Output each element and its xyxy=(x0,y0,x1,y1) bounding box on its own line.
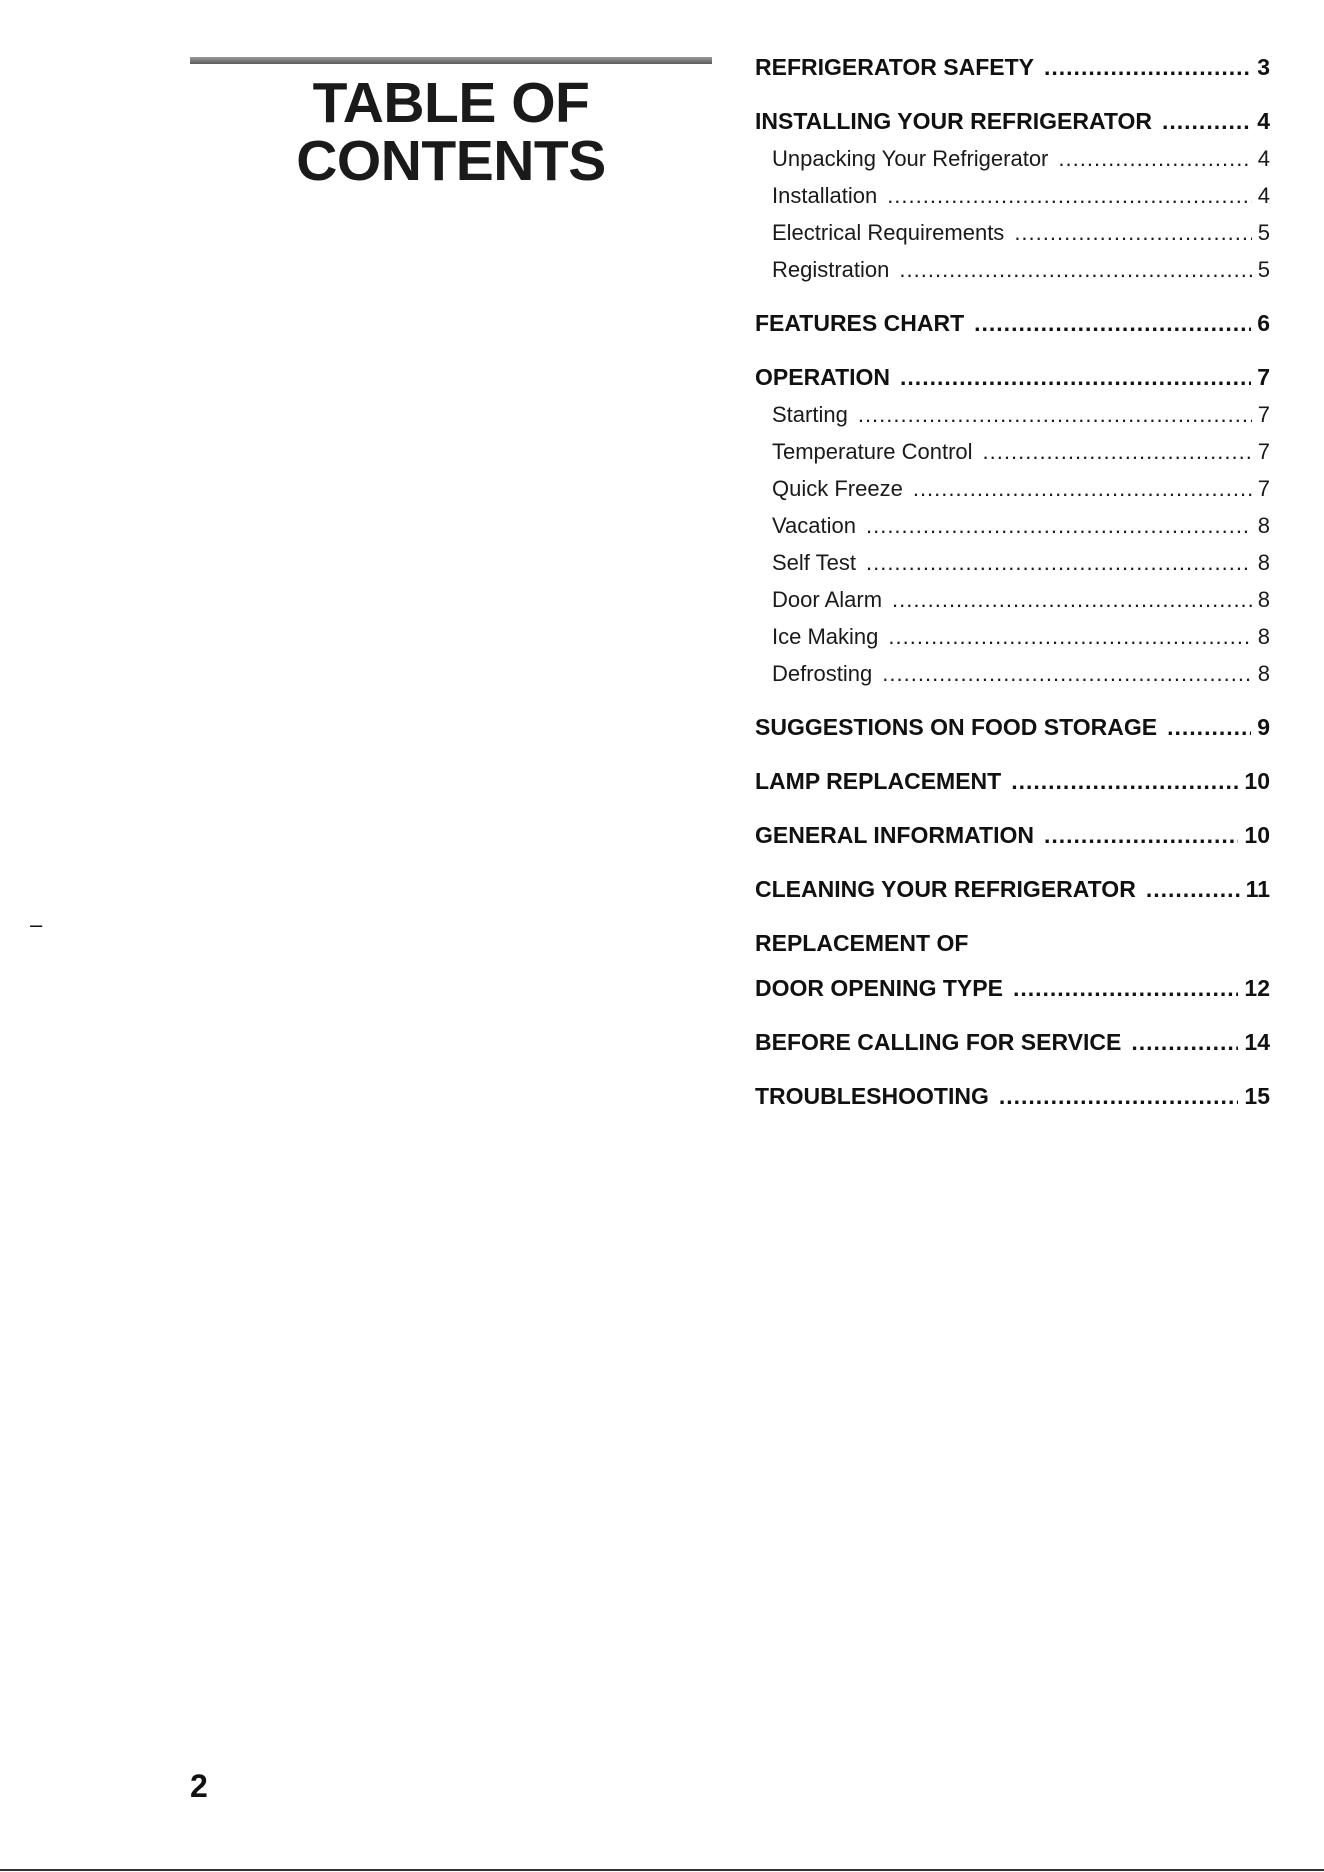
toc-entry-page: 5 xyxy=(1257,220,1270,245)
toc-entry-label: GENERAL INFORMATION xyxy=(755,822,1034,848)
toc-entry-starting[interactable] xyxy=(755,396,1270,433)
table-of-contents xyxy=(755,49,1270,1115)
toc-entry-page: 7 xyxy=(1257,364,1270,390)
toc-entry-label: Ice Making xyxy=(772,624,879,649)
toc-entry-replacement-of[interactable] xyxy=(755,925,1270,962)
toc-entry-self-test[interactable] xyxy=(755,544,1270,581)
toc-entry-page: 14 xyxy=(1244,1029,1270,1055)
toc-entry-page: 8 xyxy=(1257,661,1270,686)
title-rule xyxy=(190,57,712,64)
toc-entry-page: 11 xyxy=(1245,876,1270,902)
toc-leader xyxy=(892,581,1252,618)
toc-leader xyxy=(882,655,1251,692)
page-number: 2 xyxy=(190,1768,208,1804)
toc-entry-label: Starting xyxy=(772,402,848,427)
toc-entry-label: SUGGESTIONS ON FOOD STORAGE xyxy=(755,714,1158,740)
toc-leader xyxy=(913,470,1252,507)
toc-entry-page: 15 xyxy=(1244,1083,1270,1109)
toc-leader xyxy=(1014,214,1251,251)
toc-entry-quick-freeze[interactable] xyxy=(755,470,1270,507)
toc-entry-label: REFRIGERATOR SAFETY xyxy=(755,54,1034,80)
toc-entry-label: FEATURES CHART xyxy=(755,310,965,336)
toc-leader xyxy=(900,359,1251,396)
toc-leader xyxy=(1131,1024,1238,1061)
toc-entry-page: 8 xyxy=(1257,550,1270,575)
toc-leader xyxy=(866,544,1252,581)
toc-entry-defrosting[interactable] xyxy=(755,655,1270,692)
toc-entry-troubleshooting[interactable] xyxy=(755,1078,1270,1115)
toc-entry-label: Door Alarm xyxy=(772,587,883,612)
toc-entry-label: Unpacking Your Refrigerator xyxy=(772,146,1049,171)
toc-entry-label: BEFORE CALLING FOR SERVICE xyxy=(755,1029,1122,1055)
toc-entry-page: 7 xyxy=(1257,476,1270,501)
toc-leader xyxy=(999,1078,1239,1115)
toc-entry-page: 4 xyxy=(1257,183,1270,208)
toc-entry-before-calling[interactable] xyxy=(755,1024,1270,1061)
toc-entry-page: 9 xyxy=(1257,714,1270,740)
toc-entry-page: 3 xyxy=(1257,54,1270,80)
toc-leader xyxy=(887,177,1252,214)
toc-entry-page: 4 xyxy=(1257,108,1270,134)
toc-entry-label: Vacation xyxy=(772,513,856,538)
toc-leader xyxy=(866,507,1252,544)
toc-leader xyxy=(899,251,1251,288)
toc-entry-label: REPLACEMENT OF xyxy=(755,930,969,956)
toc-entry-cleaning[interactable] xyxy=(755,871,1270,908)
toc-entry-label: TROUBLESHOOTING xyxy=(755,1083,989,1109)
toc-leader xyxy=(1058,140,1251,177)
toc-entry-label: CLEANING YOUR REFRIGERATOR xyxy=(755,876,1136,902)
toc-entry-label: DOOR OPENING TYPE xyxy=(755,975,1003,1001)
toc-entry-label: Defrosting xyxy=(772,661,873,686)
toc-leader xyxy=(1013,970,1238,1007)
toc-entry-registration[interactable] xyxy=(755,251,1270,288)
toc-entry-label: INSTALLING YOUR REFRIGERATOR xyxy=(755,108,1152,134)
toc-leader xyxy=(1044,49,1251,86)
toc-entry-unpacking[interactable] xyxy=(755,140,1270,177)
toc-entry-page: 8 xyxy=(1257,624,1270,649)
page-title-line-2: CONTENTS xyxy=(296,129,606,193)
toc-entry-electrical[interactable] xyxy=(755,214,1270,251)
margin-mark: – xyxy=(30,912,43,937)
toc-entry-label: Registration xyxy=(772,257,890,282)
toc-leader xyxy=(974,305,1251,342)
toc-entry-label: OPERATION xyxy=(755,364,891,390)
toc-entry-label: LAMP REPLACEMENT xyxy=(755,768,1002,794)
toc-entry-operation[interactable] xyxy=(755,359,1270,396)
toc-leader xyxy=(858,396,1252,433)
toc-entry-door-alarm[interactable] xyxy=(755,581,1270,618)
toc-entry-vacation[interactable] xyxy=(755,507,1270,544)
toc-entry-page: 10 xyxy=(1244,822,1270,848)
toc-entry-label: Temperature Control xyxy=(772,439,973,464)
toc-entry-page: 8 xyxy=(1257,587,1270,612)
toc-entry-features-chart[interactable] xyxy=(755,305,1270,342)
toc-entry-label: Installation xyxy=(772,183,878,208)
toc-entry-food-storage[interactable] xyxy=(755,709,1270,746)
toc-entry-page: 7 xyxy=(1257,439,1270,464)
toc-entry-page: 4 xyxy=(1257,146,1270,171)
toc-entry-installing[interactable] xyxy=(755,103,1270,140)
toc-leader xyxy=(1162,103,1251,140)
toc-leader xyxy=(1146,871,1240,908)
toc-leader xyxy=(1011,763,1238,800)
toc-entry-door-opening-type[interactable] xyxy=(755,970,1270,1007)
toc-entry-installation[interactable] xyxy=(755,177,1270,214)
page-title-line-1: TABLE OF xyxy=(312,71,590,135)
toc-leader xyxy=(983,433,1252,470)
toc-entry-label: Self Test xyxy=(772,550,856,575)
toc-entry-label: Electrical Requirements xyxy=(772,220,1005,245)
toc-entry-page: 12 xyxy=(1244,975,1270,1001)
toc-entry-page: 10 xyxy=(1244,768,1270,794)
toc-entry-lamp-replacement[interactable] xyxy=(755,763,1270,800)
toc-entry-refrigerator-safety[interactable] xyxy=(755,49,1270,86)
toc-leader xyxy=(1044,817,1238,854)
toc-entry-page: 5 xyxy=(1257,257,1270,282)
toc-leader xyxy=(1167,709,1251,746)
toc-entry-ice-making[interactable] xyxy=(755,618,1270,655)
toc-entry-label: Quick Freeze xyxy=(772,476,903,501)
toc-entry-page: 6 xyxy=(1257,310,1270,336)
toc-entry-general-information[interactable] xyxy=(755,817,1270,854)
toc-entry-temperature-control[interactable] xyxy=(755,433,1270,470)
toc-leader xyxy=(888,618,1251,655)
toc-entry-page: 7 xyxy=(1257,402,1270,427)
toc-entry-page: 8 xyxy=(1257,513,1270,538)
page-title xyxy=(190,71,712,193)
page-bottom-rule xyxy=(0,1869,1324,1871)
